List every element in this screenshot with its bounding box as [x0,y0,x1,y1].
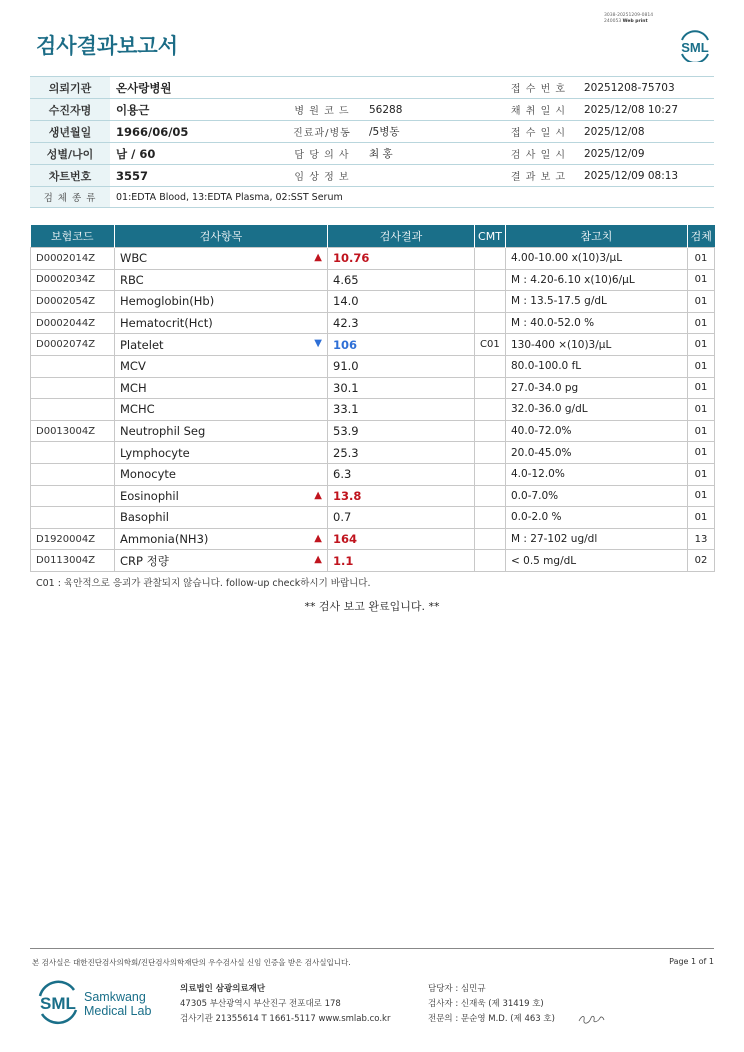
reference-cell: M : 4.20-6.10 x(10)6/μL [506,269,688,291]
specimen-cell: 01 [688,485,715,507]
test-item-name: MCHC [120,402,155,417]
cmt-cell [475,420,506,442]
specimen-cell: 01 [688,334,715,356]
specimen-cell: 01 [688,355,715,377]
table-row [31,312,715,334]
reference-cell: 0.0-7.0% [506,485,688,507]
organization-info [180,982,390,1027]
specimen-cell: 01 [688,312,715,334]
receipt-no-label: 접 수 번 호 [499,77,578,99]
collected-value: 2025/12/08 10:27 [578,99,714,121]
insurance-code-cell [31,355,115,377]
dept-value: /5병동 [363,121,499,143]
result-cell: 164 [328,528,475,550]
cmt-cell [475,528,506,550]
specimen-label: 검 체 종 류 [30,187,110,208]
table-row [31,248,715,270]
specimen-cell: 01 [688,377,715,399]
logo-bottom-text: SML [40,994,76,1013]
test-item-name: Monocyte [120,467,176,482]
cmt-cell [475,507,506,529]
high-flag-icon: ▲ [314,489,322,501]
reference-cell: 27.0-34.0 pg [506,377,688,399]
test-item-name: Hemoglobin(Hb) [120,294,215,309]
chart-label: 차트번호 [30,165,110,187]
received-value: 2025/12/08 [578,121,714,143]
hospital-code-value: 56288 [363,99,499,121]
cmt-cell [475,377,506,399]
header-result: 검사결과 [328,225,475,248]
specimen-cell: 01 [688,269,715,291]
cmt-cell [475,442,506,464]
table-row [31,269,715,291]
dept-label: 진료과/병동 [281,121,363,143]
header-cmt: CMT [475,225,506,248]
table-row [31,485,715,507]
cmt-note: C01 : 육안적으로 응괴가 관찰되지 않습니다. follow-up check하시기 바랍니다. [36,578,371,589]
print-meta [604,13,653,25]
reference-cell: M : 27-102 ug/dl [506,528,688,550]
specimen-cell: 01 [688,248,715,270]
footer-divider [30,948,714,949]
clinical-value [363,165,499,187]
insurance-code-cell: D0002044Z [31,312,115,334]
reference-cell: 20.0-45.0% [506,442,688,464]
insurance-code-cell: D0113004Z [31,550,115,572]
reference-cell: 40.0-72.0% [506,420,688,442]
reference-cell: 4.0-12.0% [506,463,688,485]
test-item-name: Eosinophil [120,488,179,503]
received-label: 접 수 일 시 [499,121,578,143]
dob-value: 1966/06/05 [110,121,281,143]
low-flag-icon: ▼ [314,338,322,350]
test-item-cell [115,442,328,464]
table-row [31,355,715,377]
cmt-cell [475,355,506,377]
tester: 검사자 : 신재욱 (제 31419 호) [428,999,544,1009]
clinical-label: 임 상 정 보 [281,165,363,187]
header-insurance-code: 보험코드 [31,225,115,248]
sex-age-label: 성별/나이 [30,143,110,165]
completion-message: ** 검사 보고 완료입니다. ** [304,600,440,613]
cmt-cell [475,291,506,313]
test-item-cell [115,312,328,334]
patient-value: 이용근 [110,99,281,121]
test-item-cell [115,420,328,442]
insurance-code-cell [31,377,115,399]
insurance-code-cell [31,399,115,421]
cmt-cell: C01 [475,334,506,356]
print-code: 240053 [604,19,622,24]
test-item-name: Basophil [120,510,169,525]
test-item-name: CRP 정량 [120,553,169,568]
specialist: 전문의 : 문순영 M.D. (제 463 호) [428,1014,555,1024]
reference-cell: < 0.5 mg/dL [506,550,688,572]
logo-top-text: SML [681,40,709,55]
test-item-cell [115,355,328,377]
specimen-cell: 01 [688,463,715,485]
test-item-name: Lymphocyte [120,445,190,460]
insurance-code-cell: D0013004Z [31,420,115,442]
test-item-name: Ammonia(NH3) [120,532,209,547]
certification-text: 본 검사실은 대한진단검사의학회/진단검사의학재단의 우수검사실 신임 인증을 받은 검사실입니다. [32,958,351,967]
insurance-code-cell [31,485,115,507]
table-row [31,377,715,399]
result-cell: 30.1 [328,377,475,399]
insurance-code-cell [31,463,115,485]
test-item-cell [115,485,328,507]
cmt-cell [475,485,506,507]
test-item-cell [115,291,328,313]
tested-label: 검 사 일 시 [499,143,578,165]
test-item-cell [115,507,328,529]
table-row [31,291,715,313]
specimen-cell: 01 [688,420,715,442]
specimen-cell: 01 [688,507,715,529]
test-item-cell [115,377,328,399]
test-item-name: WBC [120,251,148,266]
patient-label: 수진자명 [30,99,110,121]
high-flag-icon: ▲ [314,532,322,544]
print-id: 3038-20251209-0814 [604,13,654,18]
web-print-tag: Web print [622,19,648,24]
result-cell: 25.3 [328,442,475,464]
doctor-value: 최 홍 [363,143,499,165]
table-row [31,463,715,485]
table-row [31,399,715,421]
test-item-name: MCV [120,359,146,374]
institution-value: 온사랑병원 [110,77,499,99]
header-reference: 참고치 [506,225,688,248]
result-cell: 13.8 [328,485,475,507]
insurance-code-cell [31,507,115,529]
reference-cell: M : 40.0-52.0 % [506,312,688,334]
insurance-code-cell: D0002014Z [31,248,115,270]
reference-cell: 130-400 ×(10)3/μL [506,334,688,356]
result-cell: 33.1 [328,399,475,421]
test-item-cell [115,528,328,550]
reference-cell: 4.00-10.00 x(10)3/μL [506,248,688,270]
results-table [30,225,715,572]
doctor-label: 담 당 의 사 [281,143,363,165]
table-row [31,550,715,572]
staff-info [428,982,555,1027]
page-title: 검사결과보고서 [36,34,179,58]
reference-cell: 80.0-100.0 fL [506,355,688,377]
result-cell: 91.0 [328,355,475,377]
result-cell: 4.65 [328,269,475,291]
receipt-no-value: 20251208-75703 [578,77,714,99]
results-body [31,248,715,572]
reference-cell: M : 13.5-17.5 g/dL [506,291,688,313]
test-item-cell [115,399,328,421]
test-item-name: MCH [120,380,147,395]
result-cell: 10.76 [328,248,475,270]
test-item-name: Platelet [120,337,164,352]
collected-label: 채 취 일 시 [499,99,578,121]
header-specimen: 검체 [688,225,715,248]
test-item-cell [115,269,328,291]
test-item-cell [115,463,328,485]
result-cell: 42.3 [328,312,475,334]
reference-cell: 0.0-2.0 % [506,507,688,529]
table-row [31,507,715,529]
cmt-cell [475,312,506,334]
org-address: 47305 부산광역시 부산진구 전포대로 178 [180,999,341,1009]
test-item-cell [115,550,328,572]
logo-name-line1: Samkwang [84,990,146,1004]
specimen-cell: 02 [688,550,715,572]
high-flag-icon: ▲ [314,252,322,263]
reported-value: 2025/12/09 08:13 [578,165,714,187]
hospital-code-label: 병 원 코 드 [281,99,363,121]
manager: 담당자 : 심민규 [428,984,486,994]
reported-label: 결 과 보 고 [499,165,578,187]
cmt-cell [475,550,506,572]
signature-icon [577,1011,607,1030]
insurance-code-cell [31,442,115,464]
cmt-cell [475,463,506,485]
test-item-name: Hematocrit(Hct) [120,316,213,331]
specimen-cell: 01 [688,291,715,313]
cmt-cell [475,399,506,421]
specimen-value: 01:EDTA Blood, 13:EDTA Plasma, 02:SST Serum [110,187,714,208]
specimen-cell: 01 [688,399,715,421]
tested-value: 2025/12/09 [578,143,714,165]
result-cell: 53.9 [328,420,475,442]
insurance-code-cell: D0002074Z [31,334,115,356]
result-cell: 1.1 [328,550,475,572]
test-item-cell [115,334,328,356]
table-row [31,334,715,356]
insurance-code-cell: D1920004Z [31,528,115,550]
result-cell: 6.3 [328,463,475,485]
org-contact: 검사기관 21355614 T 1661-5117 www.smlab.co.kr [180,1014,391,1024]
table-row [31,442,715,464]
cmt-cell [475,269,506,291]
cmt-cell [475,248,506,270]
sml-logo-icon [676,28,714,66]
insurance-code-cell: D0002034Z [31,269,115,291]
insurance-code-cell: D0002054Z [31,291,115,313]
header-test-item: 검사항목 [115,225,328,248]
org-name: 의료법인 삼광의료재단 [180,984,266,994]
result-cell: 14.0 [328,291,475,313]
dob-label: 생년월일 [30,121,110,143]
samkwang-logo-icon [36,980,166,1030]
test-item-name: RBC [120,272,144,287]
high-flag-icon: ▲ [314,554,322,566]
results-header-row [31,225,715,248]
test-item-cell [115,248,328,270]
patient-info-table [30,76,714,208]
reference-cell: 32.0-36.0 g/dL [506,399,688,421]
result-cell: 106 [328,334,475,356]
result-cell: 0.7 [328,507,475,529]
page-number: Page 1 of 1 [669,957,714,966]
sex-age-value: 남 / 60 [110,143,281,165]
table-row [31,420,715,442]
chart-value: 3557 [110,165,281,187]
institution-label: 의뢰기관 [30,77,110,99]
specimen-cell: 13 [688,528,715,550]
table-row [31,528,715,550]
logo-name-line2: Medical Lab [84,1004,152,1018]
specimen-cell: 01 [688,442,715,464]
test-item-name: Neutrophil Seg [120,424,206,439]
